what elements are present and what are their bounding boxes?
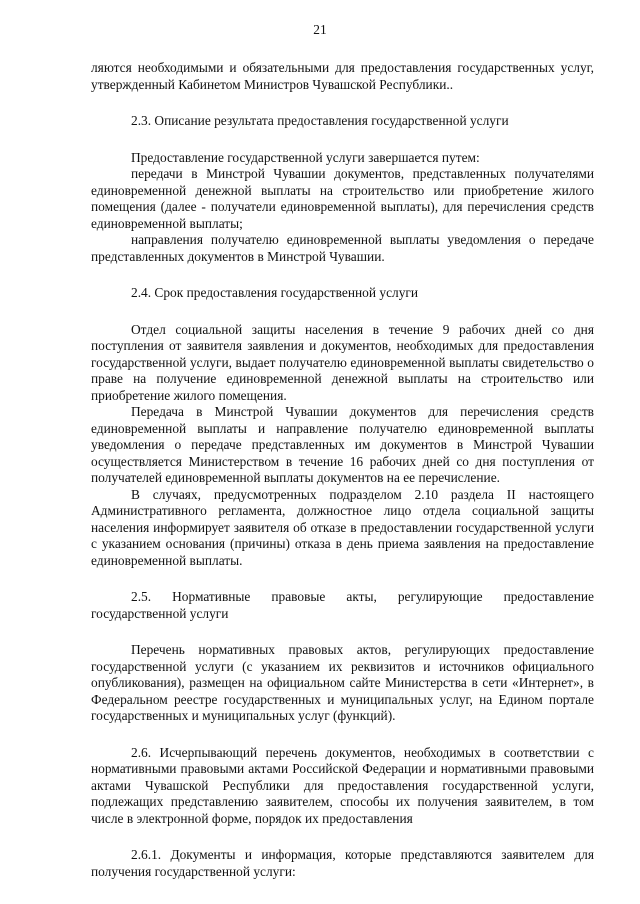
- document-body: [91, 60, 594, 880]
- paragraph: Перечень нормативных правовых актов, регулирующих предоставление государственной услуги (с указанием их реквизитов и источников официального опубликования), размещен на официальном сайте Министерства в сети «Интернет», в Федеральном реестре государственных и муниципальных услуг, на Едином портале государственных и муниципальных услуг (функций).: [91, 642, 594, 723]
- paragraph: направления получателю единовременной выплаты уведомления о передаче представленных документов в Минстрой Чувашии.: [91, 232, 594, 264]
- paragraph: передачи в Минстрой Чувашии документов, представленных получателями единовременной денежной выплаты на строительство или приобретение жилого помещения (далее - получатели единовременной выплаты), для перечисления средств единовременной выплаты;: [91, 166, 594, 231]
- paragraph: Отдел социальной защиты населения в течение 9 рабочих дней со дня поступления от заявителя заявления и документов, необходимых для предоставления государственной услуги, выдает получателю единовременной выплаты свидетельство о праве на получение единовременной денежной выплаты на строительство или приобретение жилого помещения.: [91, 321, 594, 403]
- page-number: 21: [313, 22, 327, 37]
- section-heading-2-6-1: 2.6.1. Документы и информация, которые представляются заявителем для получения государственной услуги:: [91, 847, 594, 879]
- section-heading-2-3: 2.3. Описание результата предоставления государственной услуги: [131, 113, 509, 128]
- paragraph: Предоставление государственной услуги завершается путем:: [131, 149, 480, 165]
- section-heading-2-4: 2.4. Срок предоставления государственной услуги: [131, 285, 419, 300]
- paragraph: Передача в Минстрой Чувашии документов для перечисления средств единовременной выплаты и направление получателю единовременной выплаты уведомления о передаче представленных им документов в Минстрой Чувашии осуществляется Министерством в течение 16 рабочих дней со дня поступления от получателей единовременной выплаты документов на ее перечисление.: [91, 404, 594, 485]
- section-heading-2-6: 2.6. Исчерпывающий перечень документов, необходимых в соответствии с нормативными правовыми актами Российской Федерации и нормативными правовыми актами Чувашской Республики для предоставления государственной услуги, подлежащих представлению заявителем, способы их получения заявителем, в том числе в электронной форме, порядок их предоставления: [91, 744, 594, 826]
- paragraph: В случаях, предусмотренных подразделом 2.10 раздела II настоящего Административного регламента, должностное лицо отдела социальной защиты населения информирует заявителя об отказе в предоставлении государственной услуги с указанием основания (причины) отказа в день приема заявления на предоставление единовременной выплаты.: [91, 486, 594, 568]
- paragraph-continuation: ляются необходимыми и обязательными для предоставления государственных услуг, утвержденный Кабинетом Министров Чувашской Республики..: [91, 60, 594, 92]
- section-heading-2-5: 2.5. Нормативные правовые акты, регулирующие предоставление государственной услуги: [91, 589, 594, 621]
